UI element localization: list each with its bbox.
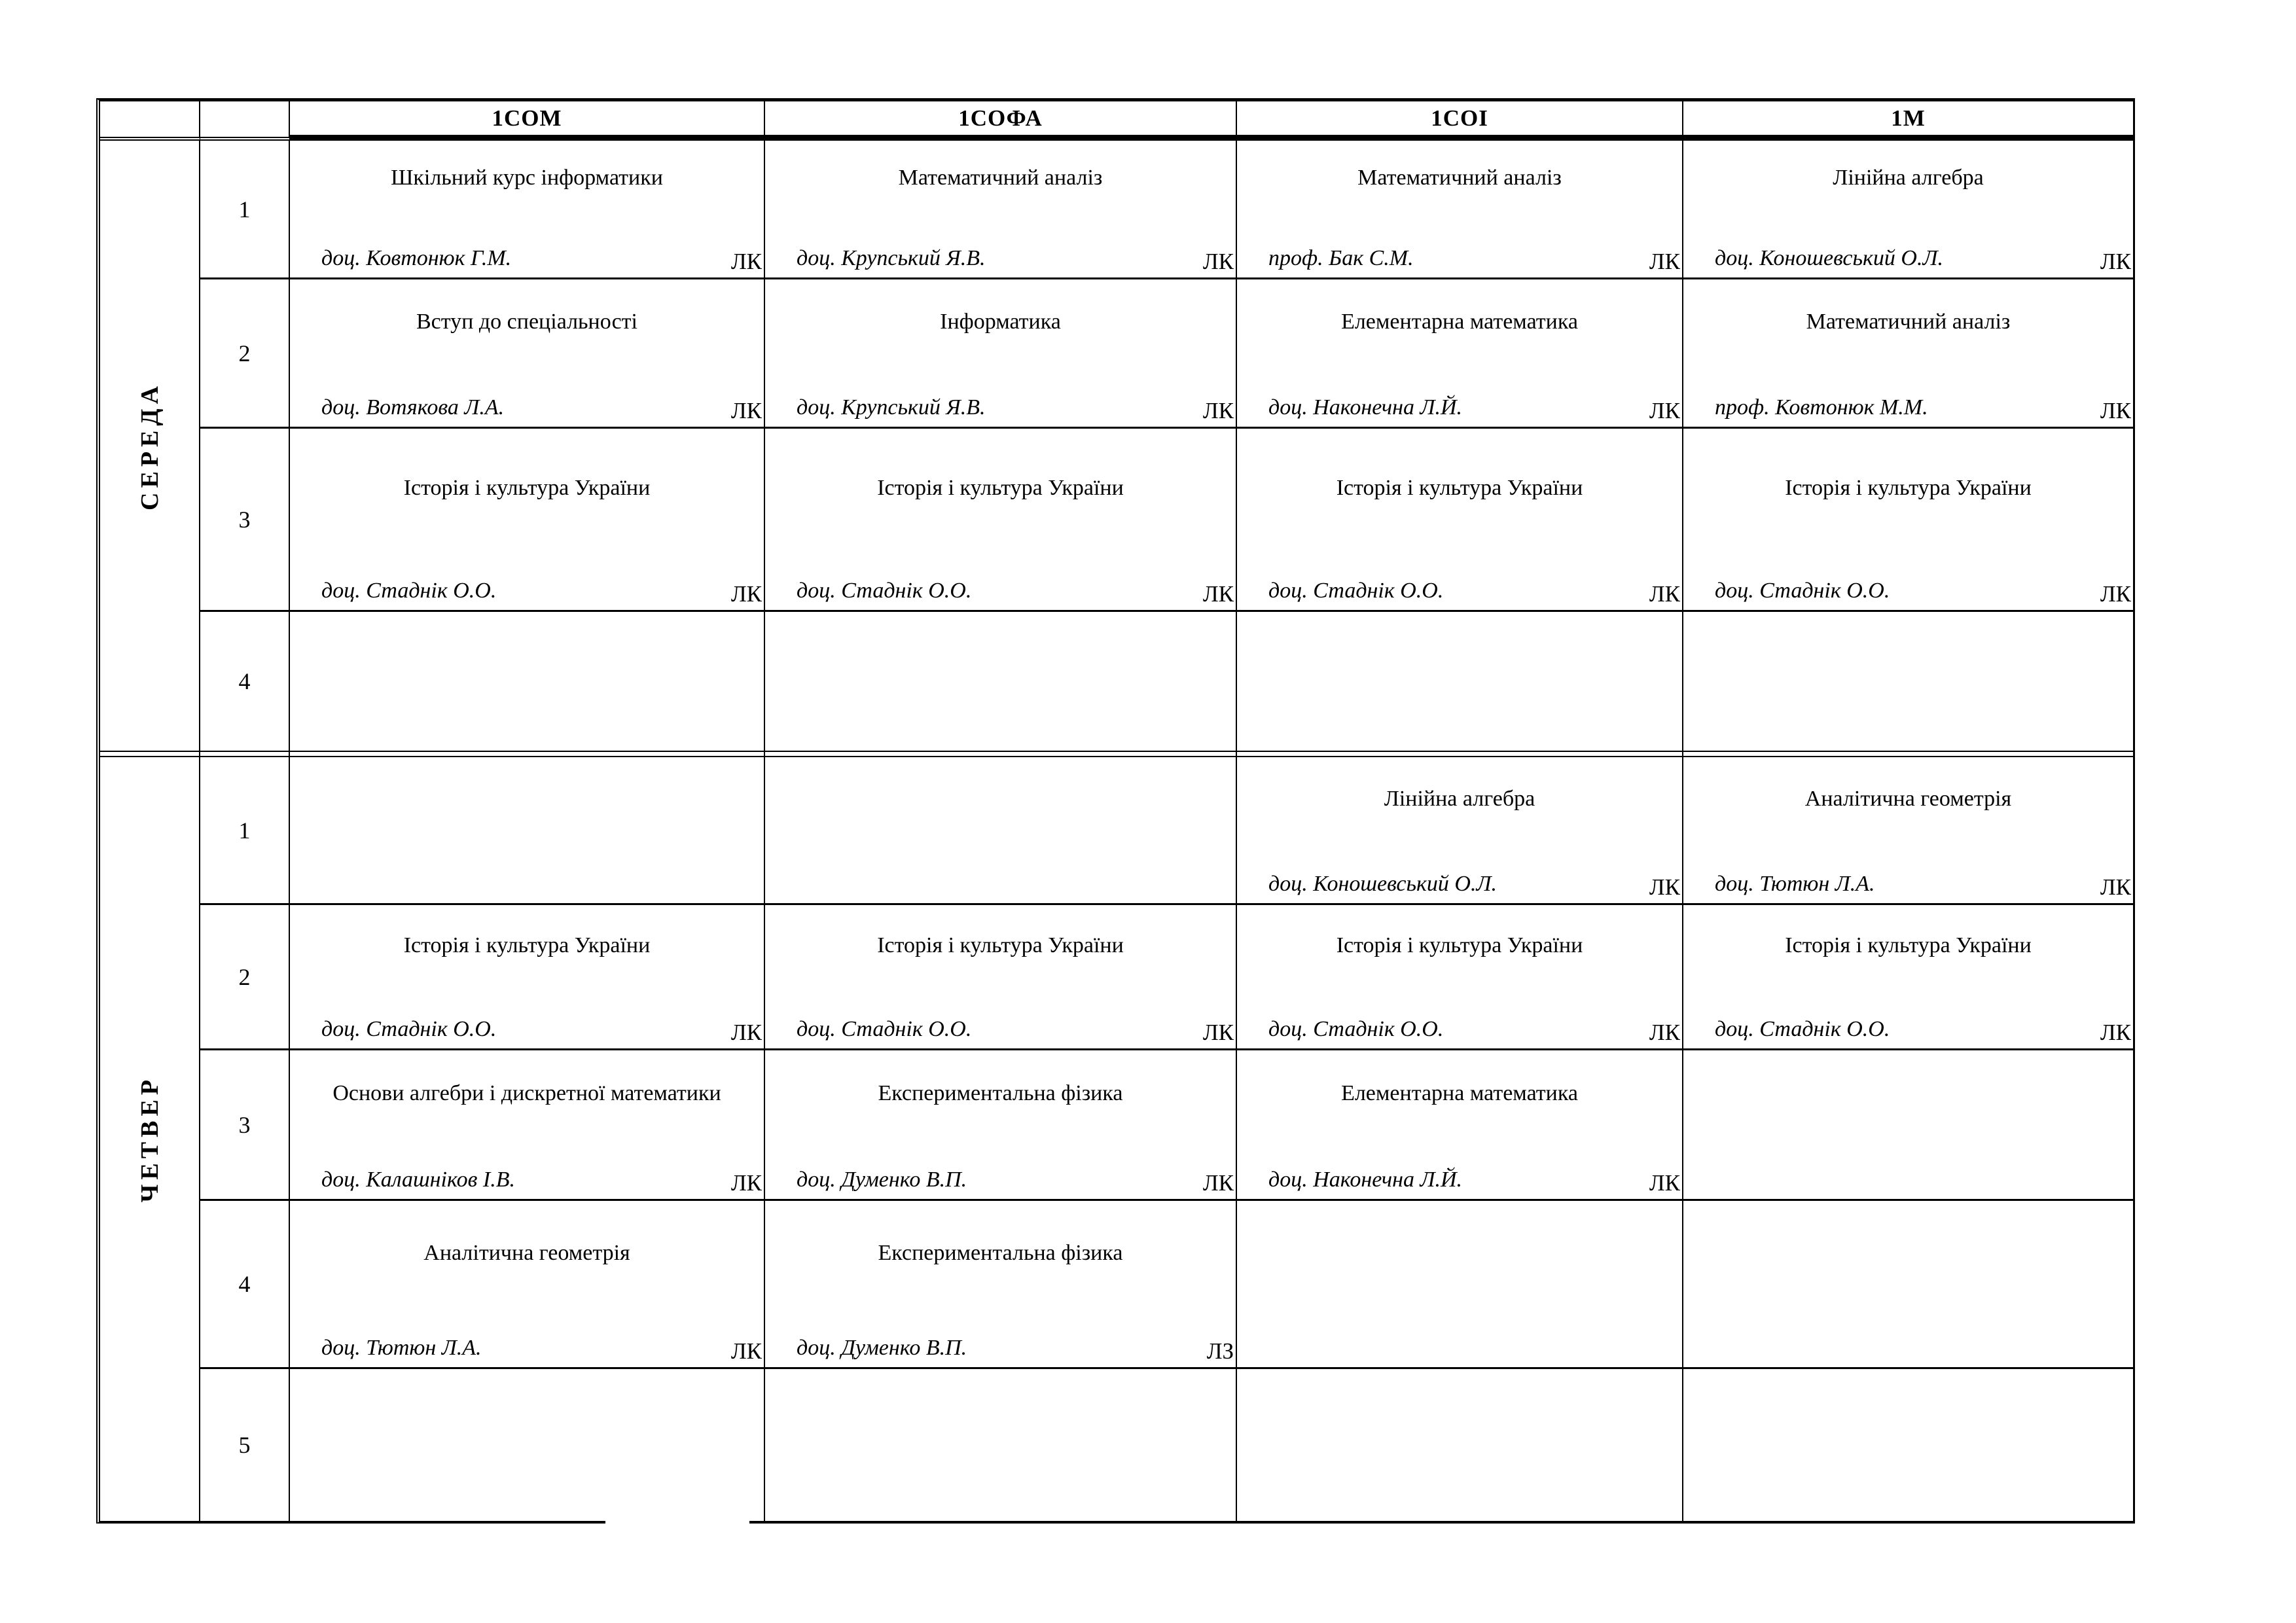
- teacher-label: проф. Ковтонюк М.М.: [1715, 395, 1928, 419]
- teacher-label: доц. Стаднік О.О.: [321, 1017, 497, 1041]
- schedule-cell: [290, 429, 765, 612]
- teacher-label: доц. Калашніков І.В.: [321, 1168, 515, 1192]
- subject-label: Історія і культура України: [1785, 476, 2032, 501]
- subject-label: [1263, 1201, 1656, 1305]
- teacher-row: [1268, 1166, 1682, 1196]
- teacher-label: доц. Стаднік О.О.: [1715, 1017, 1890, 1041]
- teacher-label: доц. Крупський Я.В.: [797, 246, 986, 270]
- schedule-cell: [290, 905, 765, 1050]
- teacher-label: доц. Коношевський О.Л.: [1715, 246, 1943, 270]
- subject-label: Експериментальна фізика: [878, 1240, 1123, 1265]
- teacher-label: доц. Думенко В.П.: [797, 1336, 967, 1360]
- lesson-type-label: ЛК: [2100, 249, 2131, 274]
- subject-label: Елементарна математика: [1341, 1081, 1578, 1106]
- teacher-row: [1268, 1016, 1682, 1045]
- subject-label: [1263, 1369, 1656, 1459]
- group-header-1soi: 1СОІ: [1237, 101, 1683, 141]
- corner-cell-period: [200, 101, 290, 141]
- subject-label: [316, 612, 738, 688]
- teacher-row: [321, 1334, 764, 1364]
- lesson-type-label: ЛК: [1202, 398, 1234, 423]
- day-label: СЕРЕДА: [135, 381, 164, 510]
- teacher-row: [321, 1166, 764, 1196]
- teacher-row: [797, 394, 1236, 423]
- subject-label: Історія і культура України: [877, 933, 1124, 958]
- schedule-cell: [765, 1369, 1237, 1521]
- subject-label: Лінійна алгебра: [1384, 787, 1535, 812]
- corner-cell-day: [100, 101, 200, 141]
- schedule-cell: [765, 279, 1237, 429]
- schedule-cell: [765, 757, 1237, 905]
- subject-label: Аналітична геометрія: [1804, 787, 2012, 812]
- teacher-row: [1715, 870, 2133, 900]
- subject-label: Аналітична геометрія: [423, 1240, 630, 1265]
- teacher-label: доц. Стаднік О.О.: [797, 1017, 972, 1041]
- teacher-label: доц. Стаднік О.О.: [1268, 579, 1444, 603]
- subject-label: Математичний аналіз: [1357, 166, 1562, 190]
- period-number: 3: [200, 429, 290, 612]
- teacher-label: доц. Тютюн Л.А.: [1715, 872, 1875, 896]
- lesson-type-label: ЛК: [1202, 581, 1234, 607]
- teacher-label: доц. Крупський Я.В.: [797, 395, 986, 419]
- subject-label: Шкільний курс інформатики: [391, 166, 663, 190]
- day-separator-segment: [290, 751, 765, 757]
- schedule-cell: [290, 757, 765, 905]
- lesson-type-label: ЛК: [2100, 874, 2131, 900]
- schedule-cell: [1683, 612, 2133, 751]
- teacher-row: [1268, 870, 1682, 900]
- lesson-type-label: ЛК: [1649, 398, 1680, 423]
- schedule-cell: [765, 905, 1237, 1050]
- period-number: 1: [200, 141, 290, 279]
- subject-label: Історія і культура України: [403, 476, 651, 501]
- schedule-cell: [1237, 612, 1683, 751]
- schedule-cell: [1683, 141, 2133, 279]
- teacher-label: доц. Ковтонюк Г.М.: [321, 246, 512, 270]
- subject-label: [1710, 1369, 2107, 1459]
- teacher-row: [1715, 577, 2133, 607]
- group-header-1sofa: 1СОФА: [765, 101, 1237, 141]
- lesson-type-label: ЛК: [2100, 581, 2131, 607]
- schedule-cell: [1237, 1201, 1683, 1369]
- subject-label: Вступ до спеціальності: [416, 310, 637, 334]
- schedule-cell: [1683, 905, 2133, 1050]
- teacher-row: [1715, 1016, 2133, 1045]
- teacher-row: [321, 577, 764, 607]
- period-number: 4: [200, 1201, 290, 1369]
- schedule-cell: [1683, 1369, 2133, 1521]
- subject-label: Математичний аналіз: [1806, 310, 2011, 334]
- lesson-type-label: ЛК: [730, 249, 762, 274]
- schedule-cell: [290, 1201, 765, 1369]
- lesson-type-label: ЛК: [730, 398, 762, 423]
- schedule-cell: [1683, 1050, 2133, 1201]
- day-cell-wednesday: [100, 141, 200, 751]
- teacher-label: доц. Стаднік О.О.: [321, 579, 497, 603]
- day-cell-thursday: [100, 757, 200, 1521]
- subject-label: Історія і культура України: [1336, 933, 1583, 958]
- teacher-row: [1268, 577, 1682, 607]
- lesson-type-label: ЛК: [730, 1338, 762, 1364]
- teacher-row: [797, 577, 1236, 607]
- subject-label: Інформатика: [940, 310, 1061, 334]
- schedule-cell: [765, 1201, 1237, 1369]
- teacher-row: [1715, 394, 2133, 423]
- day-separator-segment: [1683, 751, 2133, 757]
- lesson-type-label: ЛК: [1649, 874, 1680, 900]
- timetable: [96, 98, 2135, 1524]
- period-number: 5: [200, 1369, 290, 1521]
- day-separator-segment: [1237, 751, 1683, 757]
- lesson-type-label: ЛК: [1202, 1020, 1234, 1045]
- lesson-type-label: ЛЗ: [1206, 1338, 1234, 1364]
- teacher-row: [321, 394, 764, 423]
- period-number: 3: [200, 1050, 290, 1201]
- subject-label: Експериментальна фізика: [878, 1081, 1123, 1106]
- schedule-cell: [765, 1050, 1237, 1201]
- group-header-1m: 1М: [1683, 101, 2133, 141]
- schedule-cell: [290, 612, 765, 751]
- teacher-row: [1715, 245, 2133, 274]
- subject-label: [316, 1369, 738, 1459]
- lesson-type-label: ЛК: [2100, 398, 2131, 423]
- schedule-cell: [290, 1050, 765, 1201]
- teacher-row: [797, 1334, 1236, 1364]
- teacher-row: [797, 1016, 1236, 1045]
- subject-label: Елементарна математика: [1341, 310, 1578, 334]
- subject-label: [1710, 612, 2107, 688]
- subject-label: [316, 757, 738, 841]
- period-number: 1: [200, 757, 290, 905]
- teacher-label: доц. Тютюн Л.А.: [321, 1336, 482, 1360]
- day-separator-segment: [765, 751, 1237, 757]
- schedule-cell: [1683, 1201, 2133, 1369]
- teacher-label: доц. Думенко В.П.: [797, 1168, 967, 1192]
- subject-label: [1263, 612, 1656, 688]
- teacher-row: [1268, 394, 1682, 423]
- subject-label: [1710, 1050, 2107, 1137]
- teacher-label: доц. Стаднік О.О.: [1715, 579, 1890, 603]
- schedule-cell: [1237, 429, 1683, 612]
- teacher-label: доц. Вотякова Л.А.: [321, 395, 505, 419]
- period-number: 2: [200, 905, 290, 1050]
- teacher-label: доц. Стаднік О.О.: [797, 579, 972, 603]
- teacher-label: доц. Наконечна Л.Й.: [1268, 1168, 1463, 1192]
- subject-label: [791, 1369, 1210, 1459]
- lesson-type-label: ЛК: [730, 1020, 762, 1045]
- period-number: 2: [200, 279, 290, 429]
- schedule-cell: [1683, 429, 2133, 612]
- border-gap-artifact: [605, 1513, 749, 1524]
- schedule-cell: [290, 141, 765, 279]
- schedule-cell: [1237, 279, 1683, 429]
- teacher-row: [1268, 245, 1682, 274]
- teacher-label: доц. Стаднік О.О.: [1268, 1017, 1444, 1041]
- day-separator-segment: [100, 751, 200, 757]
- lesson-type-label: ЛК: [1649, 249, 1680, 274]
- schedule-cell: [765, 429, 1237, 612]
- schedule-cell: [765, 612, 1237, 751]
- period-number: 4: [200, 612, 290, 751]
- teacher-label: доц. Коношевський О.Л.: [1268, 872, 1497, 896]
- day-label: ЧЕТВЕР: [135, 1075, 164, 1203]
- schedule-cell: [1683, 279, 2133, 429]
- subject-label: Історія і культура України: [1785, 933, 2032, 958]
- subject-label: Лінійна алгебра: [1833, 166, 1984, 190]
- group-header-1som: 1СОМ: [290, 101, 765, 141]
- schedule-cell: [1683, 757, 2133, 905]
- teacher-row: [321, 1016, 764, 1045]
- subject-label: Історія і культура України: [1336, 476, 1583, 501]
- schedule-cell: [1237, 905, 1683, 1050]
- lesson-type-label: ЛК: [2100, 1020, 2131, 1045]
- subject-label: Історія і культура України: [403, 933, 651, 958]
- lesson-type-label: ЛК: [1649, 1020, 1680, 1045]
- day-separator-segment: [200, 751, 290, 757]
- subject-label: [791, 757, 1210, 841]
- teacher-row: [797, 245, 1236, 274]
- schedule-cell: [1237, 757, 1683, 905]
- teacher-label: проф. Бак С.М.: [1268, 246, 1414, 270]
- lesson-type-label: ЛК: [1202, 1170, 1234, 1196]
- subject-label: Основи алгебри і дискретної математики: [332, 1081, 721, 1106]
- lesson-type-label: ЛК: [1649, 1170, 1680, 1196]
- lesson-type-label: ЛК: [730, 1170, 762, 1196]
- subject-label: Історія і культура України: [877, 476, 1124, 501]
- subject-label: [791, 612, 1210, 688]
- lesson-type-label: ЛК: [1202, 249, 1234, 274]
- subject-label: Математичний аналіз: [898, 166, 1103, 190]
- schedule-cell: [1237, 1369, 1683, 1521]
- schedule-cell: [1237, 141, 1683, 279]
- subject-label: [1710, 1201, 2107, 1305]
- teacher-row: [321, 245, 764, 274]
- teacher-label: доц. Наконечна Л.Й.: [1268, 395, 1463, 419]
- lesson-type-label: ЛК: [1649, 581, 1680, 607]
- schedule-cell: [765, 141, 1237, 279]
- schedule-cell: [1237, 1050, 1683, 1201]
- teacher-row: [797, 1166, 1236, 1196]
- schedule-cell: [290, 1369, 765, 1521]
- lesson-type-label: ЛК: [730, 581, 762, 607]
- schedule-cell: [290, 279, 765, 429]
